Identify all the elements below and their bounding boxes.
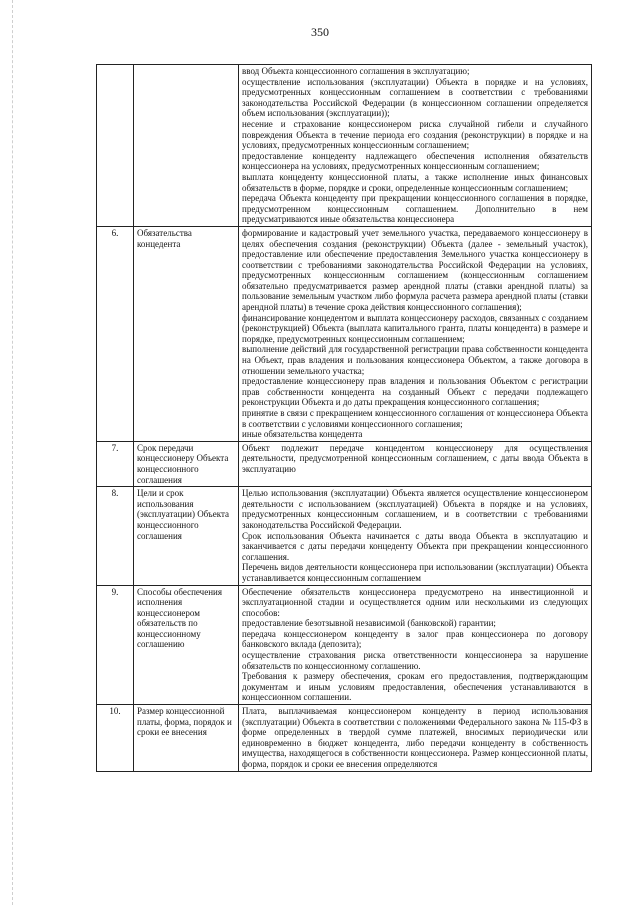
table-row — [97, 487, 592, 585]
content-paragraph: передача Объекта концеденту при прекращении концессионного соглашения в порядке, предусмотренном концессионным соглашением. Дополнительно в нем предусматриваются иные обязательства концессионера — [242, 193, 588, 225]
content-paragraph: Целью использования (эксплуатации) Объекта является осуществление концессионером деятельности с использованием (эксплуатацией) Объекта в порядке и на условиях, предусмотренных концессионным соглашением, и в соответствии с требованиями законодательства Российской Федерации. — [242, 488, 588, 530]
row-content — [239, 705, 592, 772]
document-table — [96, 64, 592, 772]
table-row — [97, 65, 592, 227]
content-paragraph: формирование и кадастровый учет земельного участка, передаваемого концессионеру в целях обеспечения создания (реконструкции) Объекта (далее - земельный участок), предоставление или обеспечение предоставления Земельного участка концессионеру в соответствии с требованиями законодательства Российской Федерации на условиях, предусмотренных концессионным соглашением (концессионным соглашением обязательно предусматривается размер арендной платы (ставки арендной платы) за пользование земельным участком либо формула расчета размера арендной платы (ставки арендной платы) в течение срока действия концессионного соглашения); — [242, 227, 588, 313]
content-paragraph: предоставление концессионеру прав владения и пользования Объектом с регистрации прав собственности концедента на созданный Объект с передачи подлежащего реконструкции Объекта и до даты прекращения концессионного соглашения; — [242, 376, 588, 408]
content-paragraph: выполнение действий для государственной регистрации права собственности концедента на Объект, прав владения и пользования концессионера Объектом, а также договора в отношении земельного участка; — [242, 344, 588, 376]
content-paragraph: передача концессионером концеденту в залог прав концессионера по договору банковского вклада (депозита); — [242, 628, 588, 650]
scan-edge-mark — [12, 0, 15, 905]
row-content — [239, 441, 592, 486]
page-number: 350 — [311, 25, 329, 39]
row-heading: Цели и срок использования (эксплуатации) Объекта концессионного соглашения — [134, 487, 239, 585]
table-row — [97, 441, 592, 486]
row-content — [239, 487, 592, 585]
row-heading: Обязательства концедента — [134, 226, 239, 441]
row-number — [97, 65, 134, 227]
content-paragraph: Объект подлежит передаче концедентом концессионеру для осуществления деятельности, предусмотренной концессионным соглашением, с даты ввода Объекта в эксплуатацию — [242, 442, 588, 474]
table-row — [97, 585, 592, 705]
row-number: 8. — [97, 487, 134, 585]
content-paragraph: иные обязательства концедента — [242, 429, 363, 440]
row-number: 9. — [97, 585, 134, 705]
content-paragraph: предоставление безотзывной независимой (банковской) гарантии; — [242, 618, 496, 629]
content-paragraph: Обеспечение обязательств концессионера предусмотрено на инвестиционной и эксплуатационной стадии и осуществляется одним или несколькими из следующих способов: — [242, 586, 588, 618]
content-paragraph: ввод Объекта концессионного соглашения в эксплуатацию; — [242, 66, 470, 76]
table-row — [97, 705, 592, 772]
row-content — [239, 585, 592, 705]
row-heading: Срок передачи концессионеру Объекта концессионного соглашения — [134, 441, 239, 486]
row-heading: Размер концессионной платы, форма, порядок и сроки ее внесения — [134, 705, 239, 772]
content-paragraph: Требования к размеру обеспечения, срокам его предоставления, подтверждающим документам и иным условиям предоставления, обеспечения устанавливаются в концессионном соглашении. — [242, 671, 588, 703]
table-row — [97, 226, 592, 441]
content-paragraph: осуществление страхования риска ответственности концессионера за нарушение обязательств по концессионному соглашению. — [242, 650, 588, 671]
row-heading — [134, 65, 239, 227]
content-paragraph: Срок использования Объекта начинается с даты ввода Объекта в эксплуатацию и заканчивается с даты передачи концеденту Объекта при прекращении концессионного соглашения. — [242, 530, 588, 562]
content-paragraph: выплата концеденту концессионной платы, а также исполнение иных финансовых обязательств в форме, порядке и сроки, определенные концессионным соглашением; — [242, 171, 588, 193]
row-heading: Способы обеспечения исполнения концессионером обязательств по концессионному соглашению — [134, 585, 239, 705]
content-paragraph: осуществление использования (эксплуатации) Объекта в порядке и на условиях, предусмотренных концессионным соглашением в соответствии с требованиями законодательства Российской Федерации (в концессионном соглашении определяется объем использования (эксплуатации)); — [242, 76, 588, 119]
content-paragraph: несение и страхование концессионером риска случайной гибели и случайного повреждения Объекта в течение периода его создания (реконструкции) в порядке и на условиях, предусмотренных концессионным соглашением; — [242, 118, 588, 151]
row-content — [239, 226, 592, 441]
row-number: 10. — [97, 705, 134, 772]
row-number: 7. — [97, 441, 134, 486]
content-paragraph: финансирование концедентом и выплата концессионеру расходов, связанных с созданием (реконструкцией) Объекта (выплата капитального гранта, платы концедента) в размере и порядке, предусмотренных концессионным соглашением; — [242, 312, 588, 344]
content-paragraph: принятие в связи с прекращением концессионного соглашения от концессионера Объекта в соответствии с условиями концессионного соглашения; — [242, 408, 588, 429]
content-paragraph: предоставление концеденту надлежащего обеспечения исполнения обязательств концессионера на условиях, предусмотренных концессионным соглашением; — [242, 150, 588, 172]
row-number: 6. — [97, 226, 134, 441]
content-paragraph: Плата, выплачиваемая концессионером концеденту в период использования (эксплуатации) Объекта в соответствии с положениями Федерального закона № 115-ФЗ в форме определенных в твердой сумме платежей, вносимых периодически или единовременно в бюджет концедента, либо передачи концеденту в собственность имущества, находящегося в собственности концессионера. Размер концессионной платы, форма, порядок и сроки ее внесения определяются — [242, 706, 588, 769]
row-content — [239, 65, 592, 227]
content-paragraph: Перечень видов деятельности концессионера при использовании (эксплуатации) Объекта устанавливается концессионным соглашением — [242, 562, 588, 583]
